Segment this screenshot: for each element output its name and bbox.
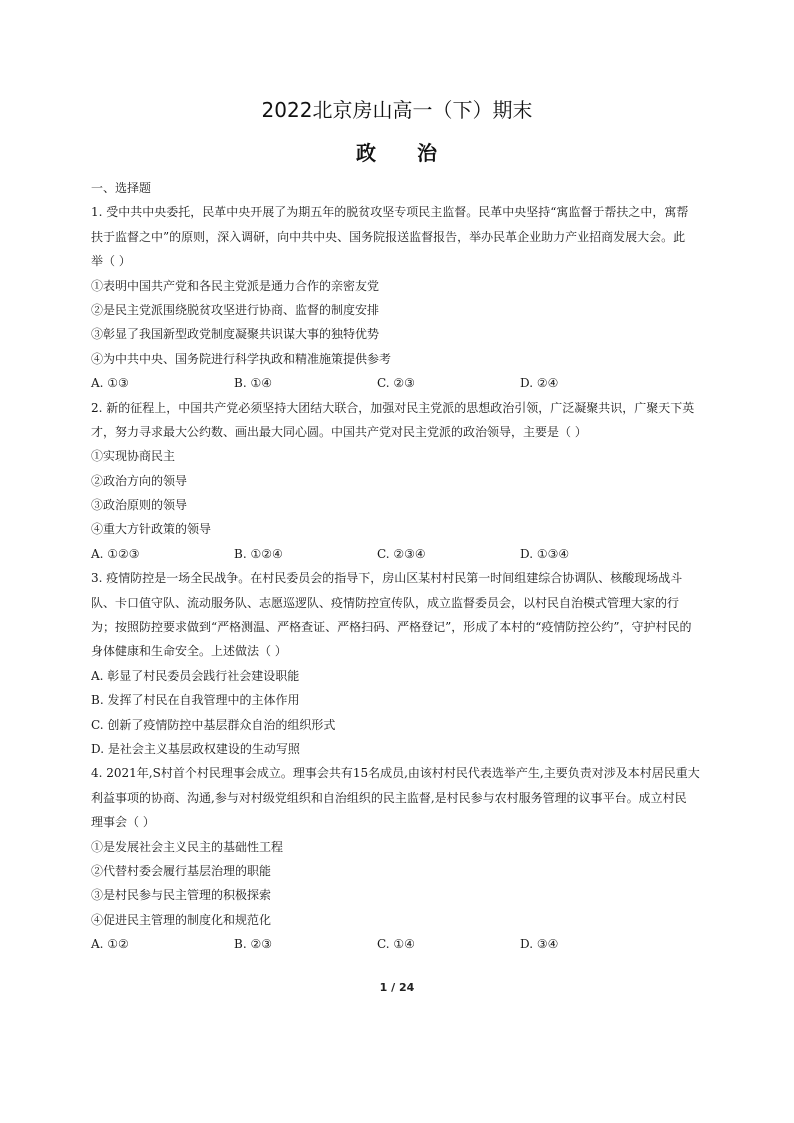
- question-item: ②政治方向的领导: [91, 473, 188, 488]
- subject-char-2: 治: [417, 141, 438, 165]
- option-c: C. ①④: [377, 937, 415, 952]
- option-b: B. ①②④: [234, 546, 283, 561]
- question-stem-line: 1. 受中共中央委托，民革中央开展了为期五年的脱贫攻坚专项民主监督。民革中央坚持“寓监督于帮扶之中，寓帮: [91, 205, 689, 220]
- question-item: ④促进民主管理的制度化和规范化: [91, 912, 272, 927]
- option-d: D. 是社会主义基层政权建设的生动写照: [91, 741, 300, 756]
- question-stem-line: 举（ ）: [91, 254, 131, 269]
- option-d: D. ③④: [520, 937, 559, 952]
- question-stem-line: 身体健康和生命安全。上述做法（ ）: [91, 644, 287, 659]
- question-content: [91, 176, 711, 957]
- option-c: C. 创新了疫情防控中基层群众自治的组织形式: [91, 717, 336, 732]
- option-a: A. 彰显了村民委员会践行社会建设职能: [91, 668, 300, 683]
- subject-title: [0, 140, 794, 166]
- question-stem-line: 2. 新的征程上，中国共产党必须坚持大团结大联合，加强对民主党派的思想政治引领，广泛凝聚共识，广聚天下英: [91, 400, 695, 415]
- question-item: ②代替村委会履行基层治理的职能: [91, 863, 272, 878]
- question-item: ④为中共中央、国务院进行科学执政和精准施策提供参考: [91, 351, 392, 366]
- option-b: B. 发挥了村民在自我管理中的主体作用: [91, 693, 300, 708]
- option-a: A. ①②: [91, 937, 129, 952]
- answer-options: [91, 371, 711, 395]
- option-d: D. ①③④: [520, 546, 570, 561]
- option-a: A. ①③: [91, 376, 129, 391]
- option-b: B. ②③: [234, 937, 272, 952]
- question-item: ①实现协商民主: [91, 449, 176, 464]
- question-stem-line: 为；按照防控要求做到“严格测温、严格查证、严格扫码、严格登记”，形成了本村的“疫情防控公约”，守护村民的: [91, 620, 692, 635]
- question-stem-line: 4. 2021年,S村首个村民理事会成立。理事会共有15名成员,由该村村民代表选举产生,主要负责对涉及本村居民重大: [91, 766, 700, 781]
- section-heading: 一、选择题: [91, 181, 152, 195]
- question-4: [91, 761, 711, 956]
- option-a: A. ①②③: [91, 546, 140, 561]
- question-stem-line: 3. 疫情防控是一场全民战争。在村民委员会的指导下，房山区某村村民第一时间组建综合协调队、核酸现场战斗: [91, 571, 683, 586]
- question-item: ④重大方针政策的领导: [91, 522, 212, 537]
- question-2: [91, 396, 711, 567]
- option-c: C. ②③: [377, 376, 415, 391]
- question-item: ①表明中国共产党和各民主党派是通力合作的亲密友党: [91, 278, 380, 293]
- question-stem-line: 利益事项的协商、沟通,参与对村级党组织和自治组织的民主监督,是村民参与农村服务管理的议事平台。成立村民: [91, 790, 687, 805]
- answer-options: [91, 542, 711, 566]
- question-item: ①是发展社会主义民主的基础性工程: [91, 839, 284, 854]
- question-stem-line: 才，努力寻求最大公约数、画出最大同心圆。中国共产党对民主党派的政治领导，主要是（ ）: [91, 424, 587, 439]
- option-c: C. ②③④: [377, 546, 426, 561]
- document-title: 2022北京房山高一（下）期末: [261, 98, 533, 122]
- question-1: [91, 200, 711, 395]
- answer-options: [91, 932, 711, 956]
- question-stem-line: 扶于监督之中”的原则，深入调研，向中共中央、国务院报送监督报告，举办民革企业助力产业招商发展大会。此: [91, 229, 686, 244]
- question-stem-line: 理事会（ ）: [91, 815, 155, 830]
- question-item: ②是民主党派围绕脱贫攻坚进行协商、监督的制度安排: [91, 302, 380, 317]
- option-b: B. ①④: [234, 376, 272, 391]
- question-item: ③是村民参与民主管理的积极探索: [91, 888, 272, 903]
- question-item: ③政治原则的领导: [91, 498, 188, 513]
- subject-char-1: 政: [356, 141, 377, 165]
- question-3: [91, 566, 711, 761]
- question-item: ③彰显了我国新型政党制度凝聚共识谋大事的独特优势: [91, 327, 380, 342]
- question-stem-line: 队、卡口值守队、流动服务队、志愿巡逻队、疫情防控宣传队，成立监督委员会，以村民自治模式管理大家的行: [91, 595, 680, 610]
- option-d: D. ②④: [520, 376, 559, 391]
- page-number: 1 / 24: [379, 981, 415, 994]
